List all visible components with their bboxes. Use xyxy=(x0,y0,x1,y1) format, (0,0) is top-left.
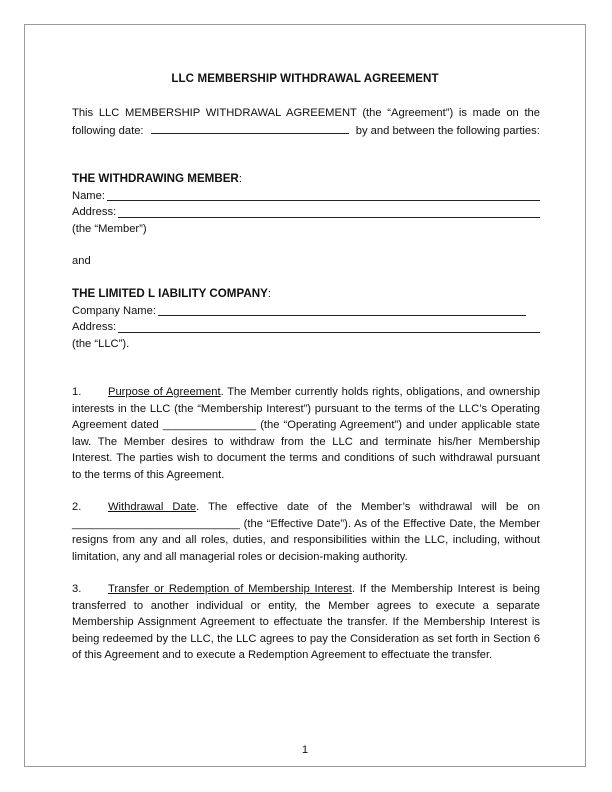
section-3-number: 3. xyxy=(72,583,82,595)
company-defined-term: (the “LLC”). xyxy=(72,337,130,350)
section-3-title: Transfer or Redemption of Membership Interest xyxy=(108,583,352,595)
section-1-date-blank[interactable]: _______________ xyxy=(162,419,257,431)
company-heading-colon: : xyxy=(267,288,271,300)
section-2-number: 2. xyxy=(72,501,82,513)
intro-text-1: This LLC MEMBERSHIP WITHDRAWAL AGREEMENT (the “Agreement”) is made on the following date: xyxy=(72,107,540,137)
section-2-text-b: (the “Effective Date”). As of the Effective Date, the Member resigns from any and all roles, duties, and responsibilities within the LLC, including, without limitation, any and all managerial roles or decision-making authority. xyxy=(72,517,540,563)
section-3 xyxy=(72,581,540,664)
intro-paragraph xyxy=(72,105,540,139)
company-address-label: Address: xyxy=(72,321,117,333)
member-name-label: Name: xyxy=(72,189,105,202)
member-block xyxy=(72,171,540,237)
section-3-text-a: . If the Membership Interest is being transferred to another individual or entity, the Member agrees to execute a separate Membership Assignment Agreement to effectuate the transfer. If the Membership Interest is being redeemed by the LLC, the LLC agrees to pay the Consideration as set forth in Section 6 of this Agreement and to execute a Redemption Agreement to effectuate the transfer. xyxy=(72,583,540,661)
section-1 xyxy=(72,384,540,483)
section-2-date-blank[interactable]: ___________________________ xyxy=(72,517,240,530)
company-address-field[interactable] xyxy=(118,321,540,333)
document-title: LLC MEMBERSHIP WITHDRAWAL AGREEMENT xyxy=(171,72,439,85)
member-address-field[interactable] xyxy=(118,206,540,218)
member-name-field[interactable] xyxy=(107,189,540,201)
company-address-row xyxy=(72,319,540,336)
section-2 xyxy=(72,499,540,565)
and-text: and xyxy=(72,255,91,267)
member-heading: THE WITHDRAWING MEMBER xyxy=(72,172,239,185)
agreement-date-field[interactable] xyxy=(151,122,349,134)
company-name-row xyxy=(72,303,526,320)
company-name-label: Company Name: xyxy=(72,304,156,317)
section-1-text-a: . The Member currently holds rights, obligations, and ownership interests in the LLC (the “Membership Interest”) pursuant to the terms of the LLC’s Operating Agreement dated xyxy=(72,386,540,431)
member-address-row xyxy=(72,204,540,221)
page-number: 1 xyxy=(301,744,309,756)
intro-text-2: by and between the following parties: xyxy=(355,124,540,137)
document-page xyxy=(24,24,586,767)
member-heading-colon: : xyxy=(238,173,242,185)
section-1-text-b: (the “Operating Agreement”) and under applicable state law. The Member desires to withdraw from the LLC and terminate his/her Membership Interest. The parties wish to document the terms and conditions of such withdrawal pursuant to the terms of this Agreement. xyxy=(72,419,541,481)
company-heading: THE LIMITED L IABILITY COMPANY xyxy=(72,287,268,300)
member-address-label: Address: xyxy=(72,206,117,218)
section-1-number: 1. xyxy=(72,386,82,398)
member-defined-term: (the “Member”) xyxy=(72,222,147,235)
company-name-field[interactable] xyxy=(158,304,526,316)
member-name-row xyxy=(72,188,540,205)
section-1-title: Purpose of Agreement xyxy=(108,386,221,398)
section-2-text-a: . The effective date of the Member’s withdrawal will be on xyxy=(196,501,541,513)
section-2-title: Withdrawal Date xyxy=(108,501,197,513)
company-block xyxy=(72,286,540,352)
